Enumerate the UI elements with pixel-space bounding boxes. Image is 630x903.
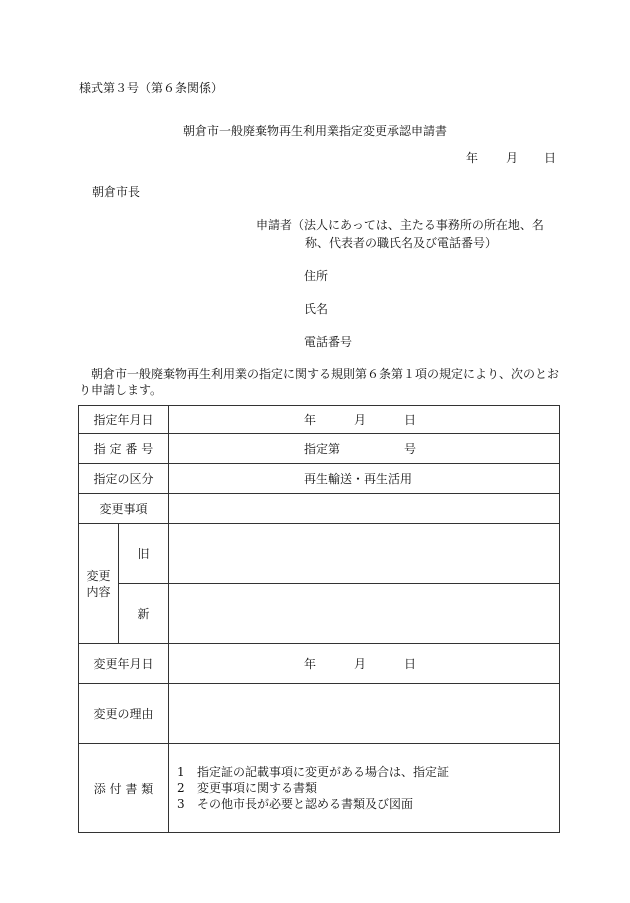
- change-reason-label: 変更の理由: [79, 684, 169, 744]
- change-date-year: 年: [304, 657, 317, 671]
- change-date-field[interactable]: [169, 644, 560, 684]
- designation-date-year: 年: [304, 413, 317, 427]
- table-row-designation-type: [79, 464, 560, 494]
- attachments-list: [169, 744, 560, 833]
- change-date-month: 月: [354, 657, 367, 671]
- designation-date-day: 日: [404, 413, 417, 427]
- list-item: 3 その他市長が必要と認める書類及び図面: [177, 797, 414, 811]
- header-date-day: 日: [544, 151, 557, 165]
- applicant-label-line2: 称、代表者の職氏名及び電話番号）: [305, 236, 498, 250]
- designation-date-label: 指定年月日: [79, 406, 169, 434]
- application-statement: 朝倉市一般廃棄物再生利用業の指定に関する規則第６条第１項の規定により、次のとおり申請します。: [79, 367, 560, 397]
- header-date-year: 年: [466, 151, 479, 165]
- designation-date-field[interactable]: [169, 406, 560, 434]
- designation-type-label: 指定の区分: [79, 464, 169, 494]
- list-item: 1 指定証の記載事項に変更がある場合は、指定証: [177, 765, 450, 779]
- change-content-label: [79, 524, 119, 644]
- change-reason-field[interactable]: [169, 684, 560, 744]
- table-row-attachments: [79, 744, 560, 833]
- applicant-label-line1: 申請者（法人にあっては、主たる事務所の所在地、名: [256, 218, 544, 232]
- addressee: 朝倉市長: [92, 185, 141, 199]
- designation-number-label: 指 定 番 号: [79, 434, 169, 464]
- document-title: 朝倉市一般廃棄物再生利用業指定変更承認申請書: [182, 124, 447, 138]
- form-number: 様式第３号（第６条関係）: [79, 81, 224, 95]
- phone-label: 電話番号: [304, 335, 353, 349]
- table-row-change-old: [79, 524, 560, 584]
- table-row-change-new: [79, 584, 560, 644]
- table-row-designation-number: [79, 434, 560, 464]
- table-row-change-item: [79, 494, 560, 524]
- designation-date-month: 月: [354, 413, 367, 427]
- designation-number-prefix: 指定第: [304, 442, 341, 456]
- change-content-label-1: 変更: [86, 568, 111, 583]
- list-item: 2 変更事項に関する書類: [177, 781, 318, 795]
- change-item-label: 変更事項: [79, 494, 169, 524]
- address-label: 住所: [304, 269, 329, 283]
- change-date-day: 日: [404, 657, 417, 671]
- old-label: 旧: [119, 524, 169, 584]
- application-form-table: [78, 405, 560, 833]
- table-row-change-date: [79, 644, 560, 684]
- name-label: 氏名: [304, 302, 329, 316]
- change-date-label: 変更年月日: [79, 644, 169, 684]
- change-new-field[interactable]: [169, 584, 560, 644]
- change-content-label-2: 内容: [86, 584, 111, 599]
- change-item-field[interactable]: [169, 494, 560, 524]
- designation-number-field[interactable]: [169, 434, 560, 464]
- table-row-designation-date: [79, 406, 560, 434]
- header-date-month: 月: [506, 151, 519, 165]
- designation-type-value: 再生輸送・再生活用: [304, 472, 413, 486]
- header-date: [466, 150, 556, 166]
- change-old-field[interactable]: [169, 524, 560, 584]
- attachments-label: 添 付 書 類: [79, 744, 169, 833]
- designation-type-field[interactable]: [169, 464, 560, 494]
- designation-number-suffix: 号: [404, 442, 417, 456]
- new-label: 新: [119, 584, 169, 644]
- table-row-change-reason: [79, 684, 560, 744]
